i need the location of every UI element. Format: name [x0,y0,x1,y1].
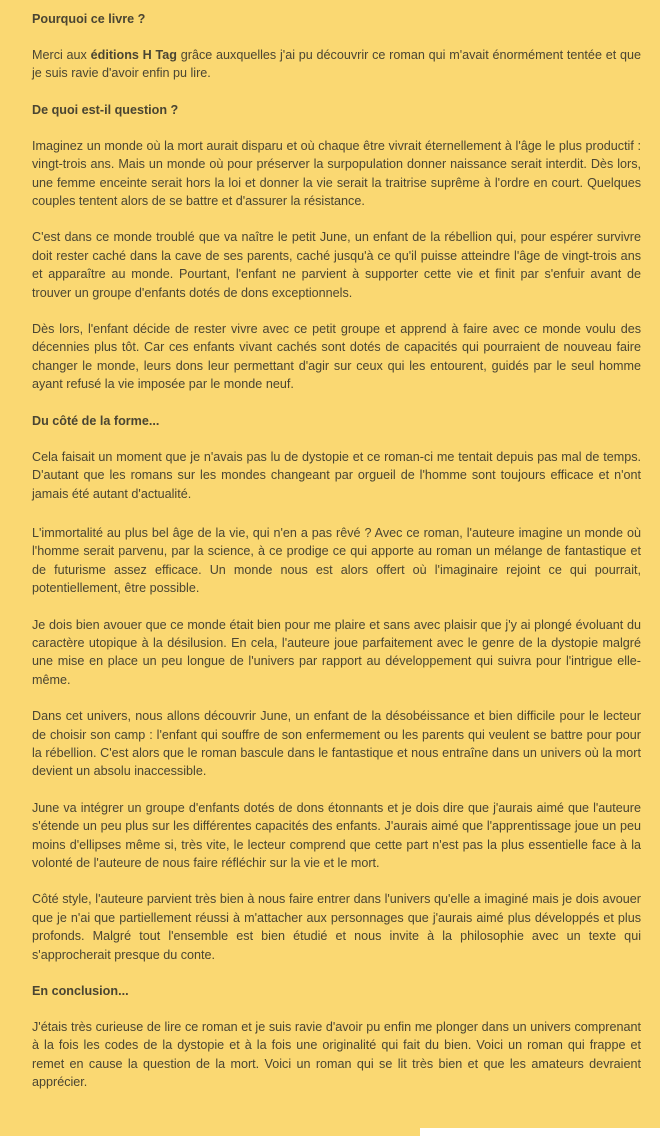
page-corner-block [420,1128,660,1136]
paragraph-thanks [32,46,641,83]
heading-form: Du côté de la forme... [32,413,160,428]
paragraph-review: Dans cet univers, nous allons découvrir June, un enfant de la désobéissance et bien difficile pour le lecteur de choisir son camp : l'enfant qui souffre de son enfermement ou les parents qui veulent se battre pour pour la rébellion. C'est alors que le roman bascule dans le fantastique et nous entraîne dans un univers où la mort devient un absolu inaccessible. [32,709,641,779]
publisher-name: éditions H Tag [90,48,177,62]
thanks-text-end: grâce auxquelles j'ai pu découvrir ce roman qui m'avait énormément tentée et que je suis ravie d'avoir enfin pu lire. [32,48,641,81]
paragraph-review: Je dois bien avouer que ce monde était bien pour me plaire et sans avec plaisir que j'y ai plongé évoluant du caractère utopique à la désilusion. En cela, l'auteure joue parfaitement avec le genre de la dystopie malgré une mise en place un peu longue de l'univers par rapport au développement qui suivra pour l'intrigue elle-même. [32,617,641,687]
paragraph-summary: Imaginez un monde où la mort aurait disparu et où chaque être vivrait éternellement à l'âge le plus productif : vingt-trois ans. Mais un monde où pour préserver la surpopulation donner naissance serait interdit. Dès lors, une femme enceinte serait hors la loi et donner la vie serait la traitrise suprême à l'ordre en court. Quelques couples tentent alors de se battre et d'assurer la résistance. [32,138,641,209]
heading-what-is-it-about: De quoi est-il question ? [32,102,179,117]
paragraph-conclusion: J'étais très curieuse de lire ce roman et je suis ravie d'avoir pu enfin me plonger dans un univers comprenant à la fois les codes de la dystopie et à la fois une originalité qui fait du bien. Voici un roman qui frappe et remet en cause la question de la mort. Voici un roman qui se lit très bien et que les amateurs devraient apprécier. [32,1020,641,1090]
review-article [32,10,641,1092]
heading-why-this-book: Pourquoi ce livre ? [32,12,146,26]
paragraph-summary: Dès lors, l'enfant décide de rester vivre avec ce petit groupe et apprend à faire avec ce monde voulu des décennies plus tôt. Car ces enfants vivant cachés sont dotés de capacités qui pourraient de nouveau faire changer le monde, leurs dons leur permettant d'agir sur ceux qui les entourent, guidés par le seul homme ayant refusé la vie imposée par le monde neuf. [32,322,641,392]
paragraph-summary: C'est dans ce monde troublé que va naître le petit June, un enfant de la rébellion qui, pour espérer survivre doit rester caché dans la cave de ses parents, caché jusqu'à ce qu'il puisse atteindre l'âge de vingt-trois ans et apparaître au monde. Pourtant, l'enfant ne parvient à supporter cette vie et finit par s'enfuir avant de trouver un groupe d'enfants dotés de dons exceptionnels. [32,230,641,300]
paragraph-review: Côté style, l'auteure parvient très bien à nous faire entrer dans l'univers qu'elle a imaginé mais je dois avouer que je n'ai que partiellement réussi à m'attacher aux personnages que j'aurais aimé plus développés et plus profonds. Malgré tout l'ensemble est bien étudié et nous invite à la philosophie avec un texte qui s'approcherait presque du conte. [32,892,641,962]
paragraph-review: Cela faisait un moment que je n'avais pas lu de dystopie et ce roman-ci me tentait depuis pas mal de temps. D'autant que les romans sur les mondes changeant par orgueil de l'homme sont toujours efficace et n'ont jamais été autant d'actualité. [32,449,641,501]
paragraph-review: June va intégrer un groupe d'enfants dotés de dons étonnants et je dois dire que j'aurais aimé que l'auteure s'étende un peu plus sur les différentes capacités des enfants. J'aurais aimé que l'apprentissage joue un peu moins d'ellipses même si, très vite, le lecteur comprend que cette part n'est pas la plus essentielle face à la volonté de l'auteure de nous faire réfléchir sur la vie et le mort. [32,800,641,870]
heading-conclusion: En conclusion... [32,984,129,999]
thanks-text-start: Merci aux [32,48,91,62]
paragraph-review: L'immortalité au plus bel âge de la vie, qui n'en a pas rêvé ? Avec ce roman, l'auteure imagine un monde où l'homme serait parvenu, par la science, à ce prodige ce qui apporte au roman un mélange de fantastique et de futurisme assez efficace. Un monde nous est alors offert où l'imaginaire rejoint ce qui pourrait, potentiellement, être possible. [32,525,641,596]
